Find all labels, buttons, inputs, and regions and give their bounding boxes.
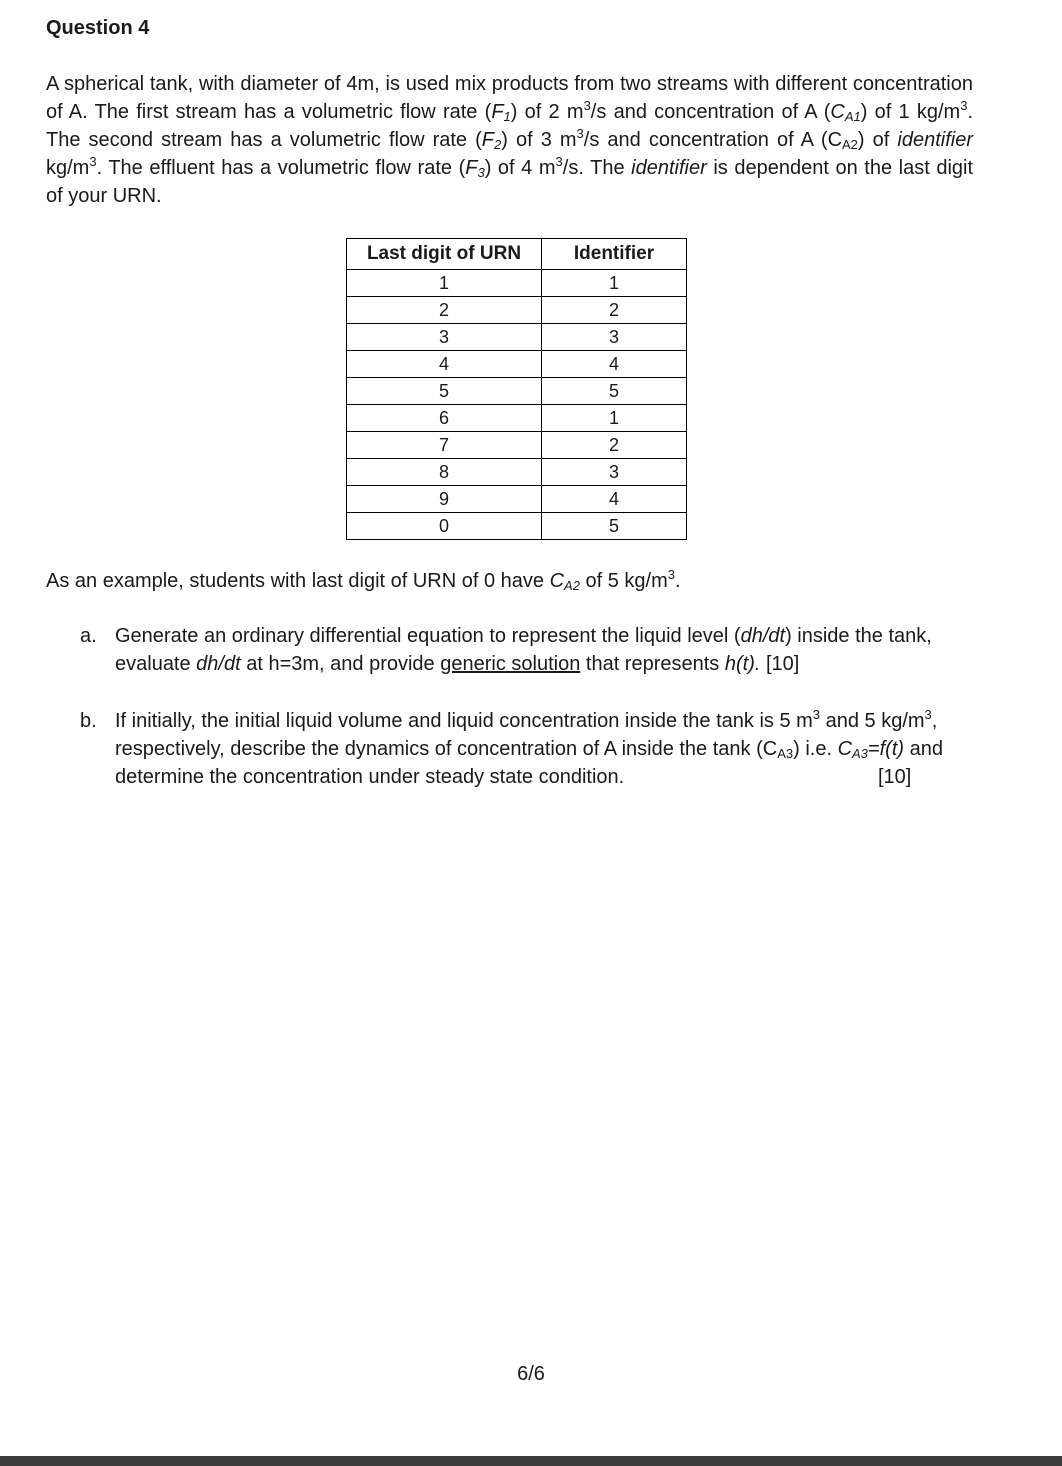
part-a-text: at h=3m, and provide — [240, 653, 441, 675]
part-b — [80, 707, 960, 791]
digit-cell: 5 — [347, 378, 542, 405]
subscript: 3 — [477, 165, 485, 180]
part-a-text: ) inside the tank, evaluate — [115, 625, 932, 675]
part-b-text: and determine the concentration under steady state condition. — [115, 738, 943, 788]
subscript: A3 — [777, 746, 794, 761]
identifier-term: identifier — [897, 129, 973, 151]
intro-text: /s and concentration of A (C — [583, 129, 843, 151]
intro-text: . The second stream has a volumetric flow rate ( — [46, 101, 974, 151]
identifier-cell: 5 — [542, 378, 687, 405]
intro-text: A spherical tank, with diameter of 4m, is used mix products from two streams with different concentration of A. The first stream has a volumetric flow rate ( — [46, 73, 973, 123]
header-identifier: Identifier — [542, 239, 687, 270]
digit-cell: 7 — [347, 432, 542, 459]
function-term: =f(t) — [867, 738, 905, 760]
header-last-digit: Last digit of URN — [347, 239, 542, 270]
identifier-cell: 3 — [542, 459, 687, 486]
page-number: 6/6 — [517, 1363, 545, 1385]
intro-text: /s. The — [562, 157, 632, 179]
bottom-bar — [0, 1456, 1062, 1466]
symbol-f: F — [481, 129, 494, 151]
intro-text: /s and concentration of A ( — [590, 101, 831, 123]
part-b-text: and 5 kg/m — [820, 710, 925, 732]
table-row — [347, 351, 687, 378]
superscript: 3 — [576, 126, 584, 141]
intro-text: kg/m — [46, 157, 90, 179]
part-b-marks: [10] — [878, 766, 912, 788]
intro-text: . The effluent has a volumetric flow rate ( — [96, 157, 466, 179]
digit-cell: 8 — [347, 459, 542, 486]
part-a-text: Generate an ordinary differential equation to represent the liquid level ( — [115, 625, 741, 647]
digit-cell: 2 — [347, 297, 542, 324]
table-row — [347, 378, 687, 405]
digit-cell: 3 — [347, 324, 542, 351]
intro-text: ) of 3 m — [501, 129, 577, 151]
identifier-cell: 1 — [542, 405, 687, 432]
part-a-marker: a. — [80, 625, 97, 647]
part-b-text: If initially, the initial liquid volume and liquid concentration inside the tank is 5 m — [115, 710, 813, 732]
superscript: 3 — [555, 154, 563, 169]
table-row — [347, 459, 687, 486]
superscript: 3 — [924, 707, 932, 722]
subscript: A2 — [564, 578, 580, 593]
table-row — [347, 513, 687, 540]
example-text: As an example, students with last digit of URN of 0 have — [46, 570, 550, 592]
digit-cell: 6 — [347, 405, 542, 432]
subscript: A2 — [842, 137, 858, 152]
identifier-cell: 2 — [542, 432, 687, 459]
symbol-c: C — [830, 101, 845, 123]
intro-text: ) of 2 m — [510, 101, 584, 123]
table-row — [347, 297, 687, 324]
ht-term: h(t). — [724, 653, 761, 675]
part-b-text: ) i.e. — [793, 738, 838, 760]
identifier-cell: 5 — [542, 513, 687, 540]
example-text: . — [675, 570, 681, 592]
superscript: 3 — [960, 98, 968, 113]
symbol-c: C — [549, 570, 565, 592]
generic-solution-term: generic solution — [440, 653, 581, 675]
intro-text: is dependent on the last digit of your URN. — [46, 157, 974, 207]
table-row — [347, 405, 687, 432]
part-a-text: that represents — [580, 653, 725, 675]
identifier-cell: 4 — [542, 351, 687, 378]
example-text: of 5 kg/m — [579, 570, 668, 592]
part-b-text: , respectively, describe the dynamics of concentration of A inside the tank (C — [115, 710, 938, 760]
intro-text: ) of 1 kg/m — [860, 101, 961, 123]
part-b-marker: b. — [80, 710, 97, 732]
superscript: 3 — [89, 154, 97, 169]
subscript: A3 — [852, 746, 868, 761]
identifier-cell: 4 — [542, 486, 687, 513]
part-a — [80, 622, 960, 678]
dhdt-term: dh/dt — [740, 625, 786, 647]
subscript: A1 — [844, 109, 861, 124]
digit-cell: 4 — [347, 351, 542, 378]
intro-text: ) of — [857, 129, 898, 151]
superscript: 3 — [583, 98, 591, 113]
table-row — [347, 432, 687, 459]
part-a-marks: [10] — [760, 653, 800, 675]
example-sentence — [46, 567, 681, 595]
superscript: 3 — [812, 707, 821, 722]
dhdt-term: dh/dt — [196, 653, 241, 675]
symbol-c: C — [837, 738, 853, 760]
digit-cell: 9 — [347, 486, 542, 513]
subscript: 1 — [503, 109, 511, 124]
table-row — [347, 486, 687, 513]
identifier-cell: 2 — [542, 297, 687, 324]
identifier-cell: 3 — [542, 324, 687, 351]
symbol-f: F — [465, 157, 478, 179]
table-row — [347, 270, 687, 297]
urn-identifier-table — [346, 238, 687, 540]
table-row — [347, 324, 687, 351]
identifier-term: identifier — [631, 157, 707, 179]
question-intro-paragraph — [46, 70, 973, 210]
table-header-row — [347, 239, 687, 270]
digit-cell: 0 — [347, 513, 542, 540]
identifier-cell: 1 — [542, 270, 687, 297]
question-parts — [80, 622, 960, 820]
intro-text: ) of 4 m — [484, 157, 556, 179]
superscript: 3 — [667, 567, 675, 582]
digit-cell: 1 — [347, 270, 542, 297]
question-heading: Question 4 — [46, 17, 150, 39]
symbol-f: F — [491, 101, 504, 123]
subscript: 2 — [494, 137, 502, 152]
